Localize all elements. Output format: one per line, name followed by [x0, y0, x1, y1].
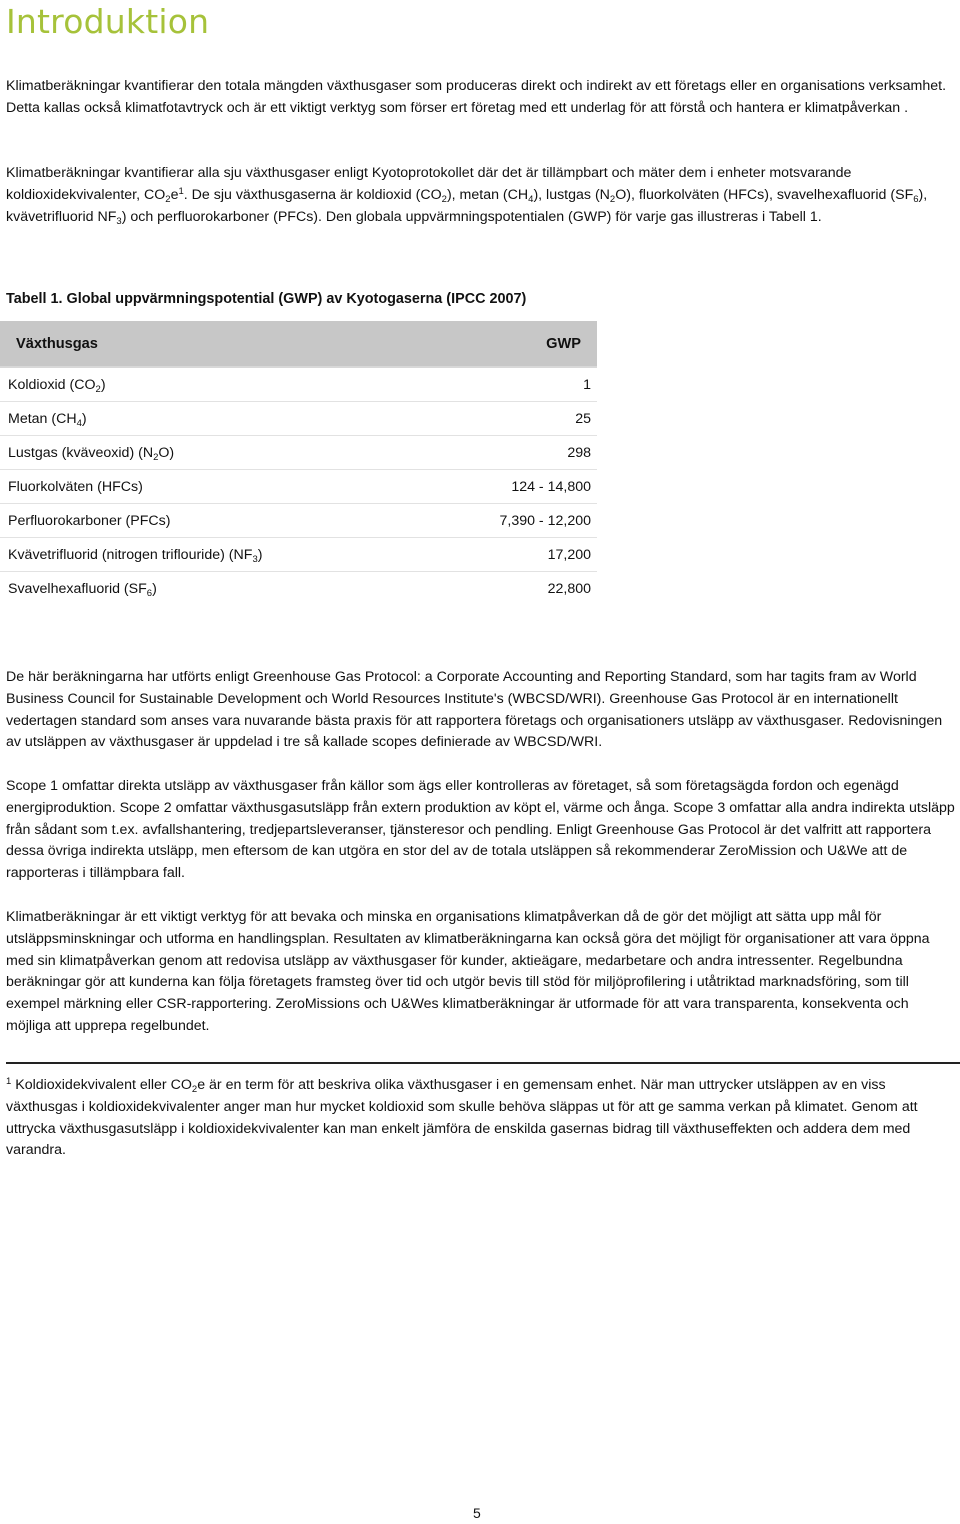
column-header-gwp: GWP: [546, 335, 581, 352]
gas-name: Koldioxid $(CO_2)$: [8, 376, 106, 395]
footnote-divider: [6, 1062, 960, 1064]
gas-name: Kvävetrifluorid (nitrogen triflouride) $(NF_3)$: [8, 546, 263, 565]
table-row: [0, 572, 597, 605]
footnote-reference: 1: [178, 185, 184, 197]
intro-paragraph-2: Klimatberäkningar kvantifierar alla sju växthusgaser enligt Kyotoprotokollet där det är tillämpbart och mäter dem i enheter motsvarande koldioxidekvivalenter, $CO_2e^1$. De sju växthusgaserna är koldioxid $(CO_2)$, metan $(CH_4)$, lustgas $(N_2O)$, fluorkolväten (HFCs), svavelhexafluorid $(SF_6)$, kvävetrifluorid $NF_3$) och perfluorokarboner (PFCs). Den globala uppvärmningspotentialen (GWP) för varje gas illustreras i Tabell 1.: [6, 165, 928, 227]
table-row: [0, 504, 597, 538]
table-body: [0, 368, 597, 605]
table-row: [0, 538, 597, 572]
gas-name: Svavelhexafluorid $(SF_6)$: [8, 580, 157, 599]
gas-name: Perfluorokarboner (PFCs): [8, 512, 171, 529]
table-caption: Tabell 1. Global uppvärmningspotential (GWP) av Kyotogaserna (IPCC 2007): [6, 291, 527, 307]
gas-name: Lustgas (kväveoxid) $(N_2O)$: [8, 444, 175, 463]
gwp-value: 298: [567, 444, 591, 461]
gwp-table: [0, 321, 597, 605]
gas-name: Metan $(CH_4)$: [8, 410, 87, 429]
table-row: [0, 368, 597, 402]
footnote: $^1$ Koldioxidekvivalent eller $CO_2e$ är en term för att beskriva olika växthusgaser i en gemensam enhet. När man uttrycker utsläppen av en viss växthusgas i koldioxidekvivalenter anger man hur mycket koldioxid som skulle behöva släppas ut för att ge samma verkan på klimatet. Genom att uttrycka växthusgasutsläpp i koldioxidekvivalenter kan man enkelt jämföra de enskilda gasernas bidrag till växthuseffekten och addera dem med varandra.: [6, 1076, 918, 1159]
footnote-mark: 1: [6, 1076, 12, 1087]
gwp-value: 7,390 - 12,200: [499, 512, 591, 529]
gwp-value: 124 - 14,800: [511, 478, 591, 495]
gwp-value: 17,200: [547, 546, 591, 563]
gas-name: Fluorkolväten (HFCs): [8, 478, 143, 495]
gwp-value: 25: [575, 410, 591, 427]
page-title: Introduktion: [6, 2, 210, 41]
gwp-value: 1: [583, 376, 591, 393]
paragraph-ghg-protocol: De här beräkningarna har utförts enligt Greenhouse Gas Protocol: a Corporate Accounting and Reporting Standard, som har tagits fram av World Business Council for Sustainable Development och World Resources Institute's (WBCSD/WRI). Greenhouse Gas Protocol är en internationellt vedertagen standard som anses vara nuvarande bästa praxis för att rapportera företags och organisationers utsläpp av växthusgaser. Redovisningen av utsläppen av växthusgaser är uppdelad i tre så kallade scopes definierade av WBCSD/WRI.: [6, 669, 943, 751]
paragraph-scopes: Scope 1 omfattar direkta utsläpp av växthusgaser från källor som ägs eller kontrolleras av företaget, så som företagsägda fordon och egenägd energiproduktion. Scope 2 omfattar växthusgasutsläpp från extern produktion av köpt el, värme och ånga. Scope 3 omfattar alla andra indirekta utsläpp från sådant som t.ex. avfallshantering, tredjepartsleveranser, tjänsteresor och pendling. Enligt Greenhouse Gas Protocol är det valfritt att rapportera dessa övriga indirekta utsläpp, men eftersom de kan utgöra en stor del av de totala utsläppen så rekommenderar ZeroMission och U&We att de rapporteras i tillämpbara fall.: [6, 778, 955, 882]
page-number: 5: [473, 1505, 481, 1521]
column-header-gas: Växthusgas: [16, 335, 98, 352]
intro-paragraph-1: Klimatberäkningar kvantifierar den totala mängden växthusgaser som produceras direkt och indirekt av ett företags eller en organisations verksamhet. Detta kallas också klimatfotavtryck och är ett viktigt verktyg som förser ert företag med ett underlag för att förstå och hantera er klimatpåverkan .: [6, 78, 947, 116]
gwp-value: 22,800: [547, 580, 591, 597]
table-row: [0, 436, 597, 470]
table-row: [0, 470, 597, 504]
table-header-row: [0, 321, 597, 368]
table-row: [0, 402, 597, 436]
paragraph-benefits: Klimatberäkningar är ett viktigt verktyg för att bevaka och minska en organisations klimatpåverkan då de gör det möjligt att sätta upp mål för utsläppsminskningar och utforma en handlingsplan. Resultaten av klimatberäkningarna kan också göra det möjligt för organisationer att vara öppna med sin klimatpåverkan genom att redovisa utsläpp av växthusgaser för kunder, aktieägare, medarbetare och andra intressenter. Regelbundna beräkningar gör att kunderna kan följa företagets framsteg över tid och utgör bevis till stöd för miljöprofilering i utåtriktad marknadsföring, som till exempel märkning eller CSR-rapportering. ZeroMissions och U&Wes klimatberäkningar är utformade för att vara transparenta, konsekventa och möjliga att upprepa regelbundet.: [6, 909, 930, 1034]
